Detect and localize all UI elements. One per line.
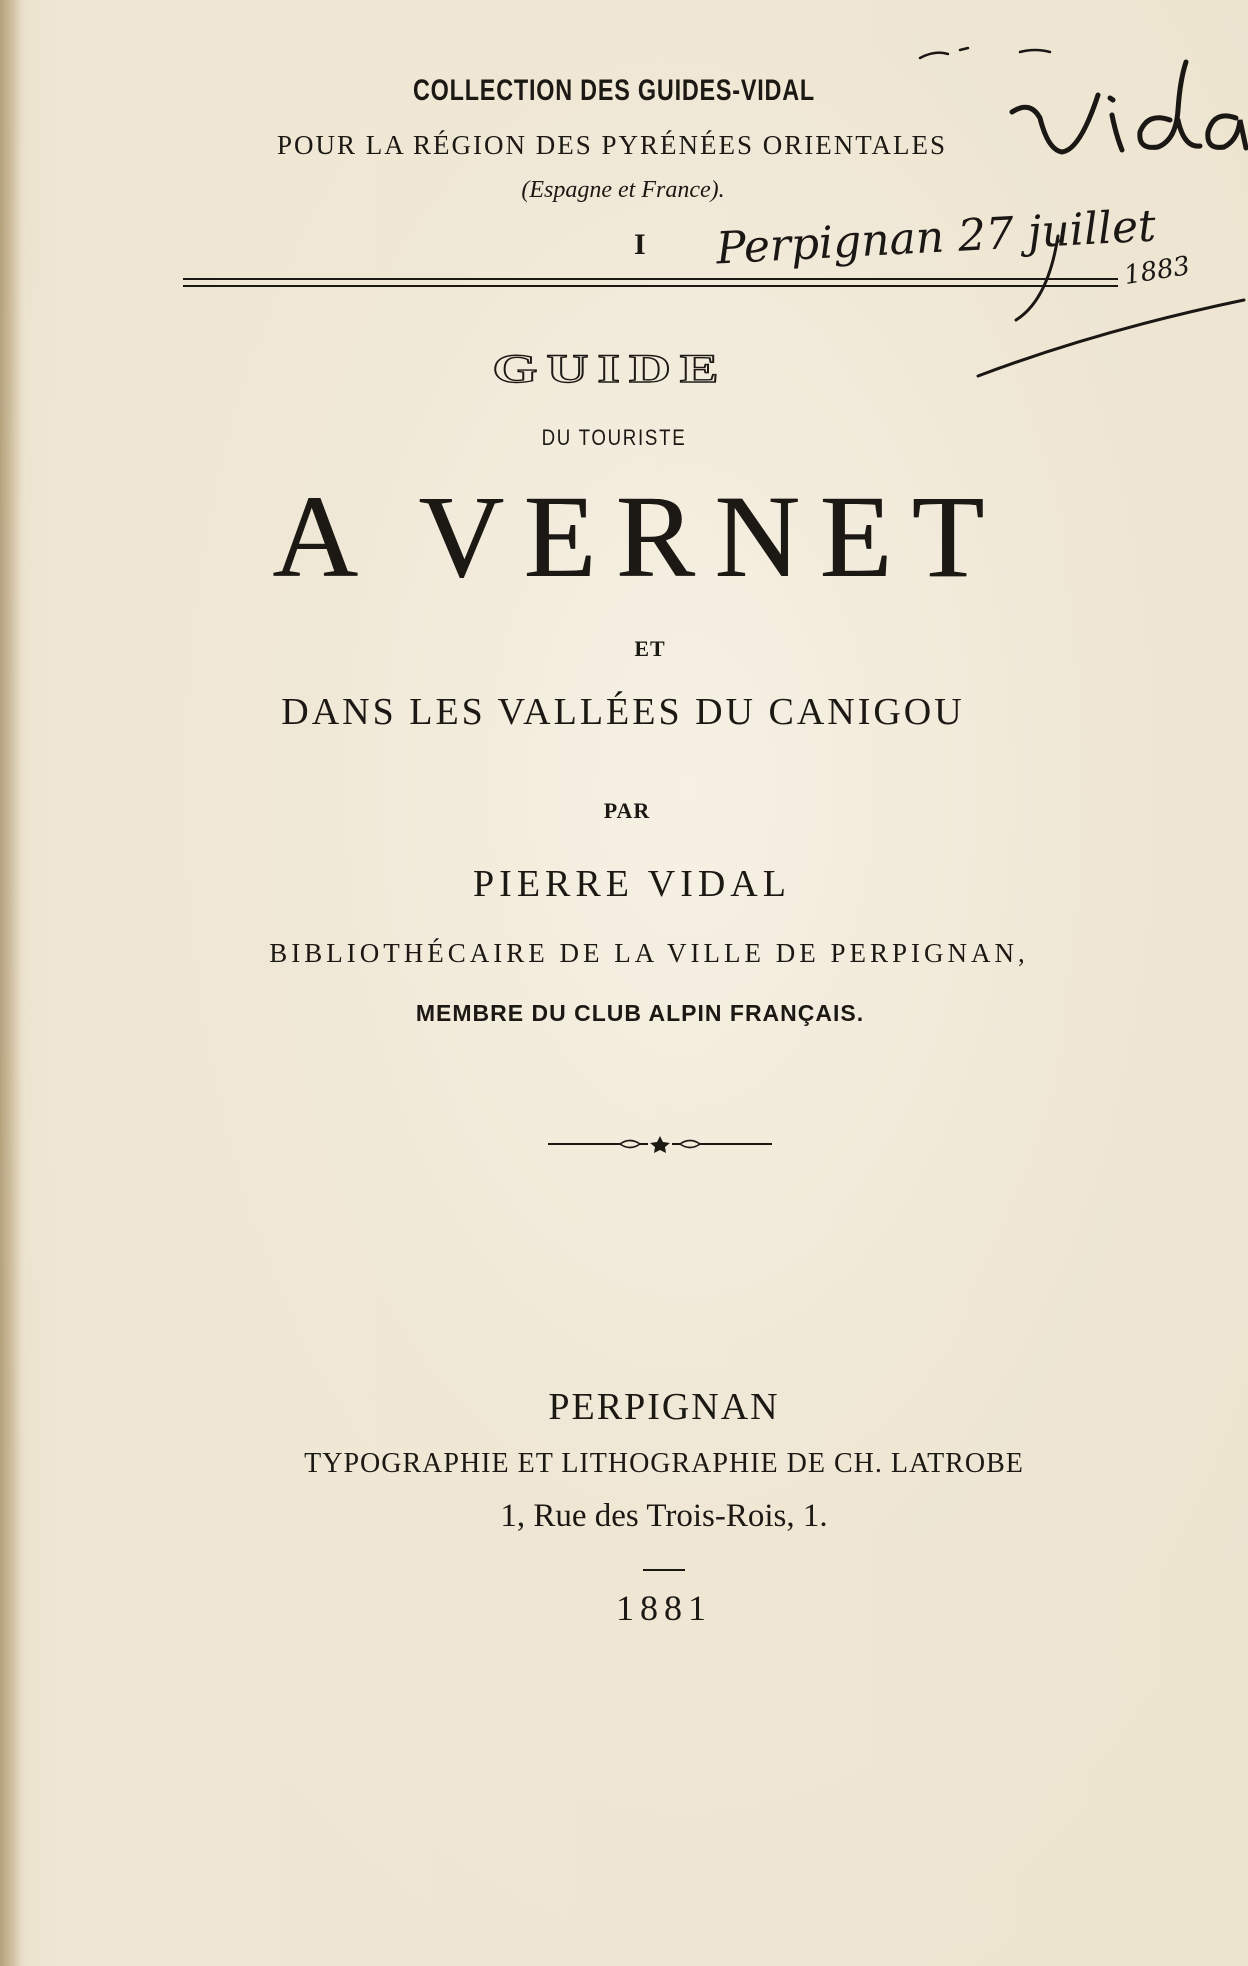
author-role: BIBLIOTHÉCAIRE DE LA VILLE DE PERPIGNAN,	[269, 938, 1029, 968]
volume-number: I	[634, 228, 646, 261]
author-name: PIERRE VIDAL	[473, 863, 791, 905]
par-line: PAR	[603, 798, 651, 823]
imprint-city: PERPIGNAN	[548, 1386, 780, 1428]
guide-heading: GUIDE	[492, 345, 728, 392]
handwritten-year: 1883	[1122, 251, 1193, 291]
collection-region: POUR LA RÉGION DES PYRÉNÉES ORIENTALES	[276, 130, 948, 160]
imprint-printer: TYPOGRAPHIE ET LITHOGRAPHIE DE CH. LATROBE	[304, 1448, 1024, 1479]
publication-year: 1881	[616, 1588, 712, 1628]
author-membership: MEMBRE DU CLUB ALPIN FRANÇAIS.	[415, 1000, 865, 1026]
conjunction-line: ET	[634, 636, 666, 661]
imprint-address: 1, Rue des Trois-Rois, 1.	[500, 1498, 828, 1534]
collection-countries: (Espagne et France).	[521, 177, 725, 203]
spine-shadow	[0, 0, 22, 1966]
header-double-rule	[183, 278, 1118, 287]
collection-title: COLLECTION DES GUIDES-VIDAL	[413, 74, 815, 107]
imprint-rule	[643, 1569, 685, 1571]
handwritten-place-date: Perpignan 27 juillet	[714, 200, 1157, 275]
subtitle: DANS LES VALLÉES DU CANIGOU	[281, 691, 965, 733]
du-touriste-line: DU TOURISTE	[541, 425, 687, 450]
main-title: A VERNET	[272, 471, 1004, 602]
flourish-rule-icon	[548, 1132, 772, 1156]
